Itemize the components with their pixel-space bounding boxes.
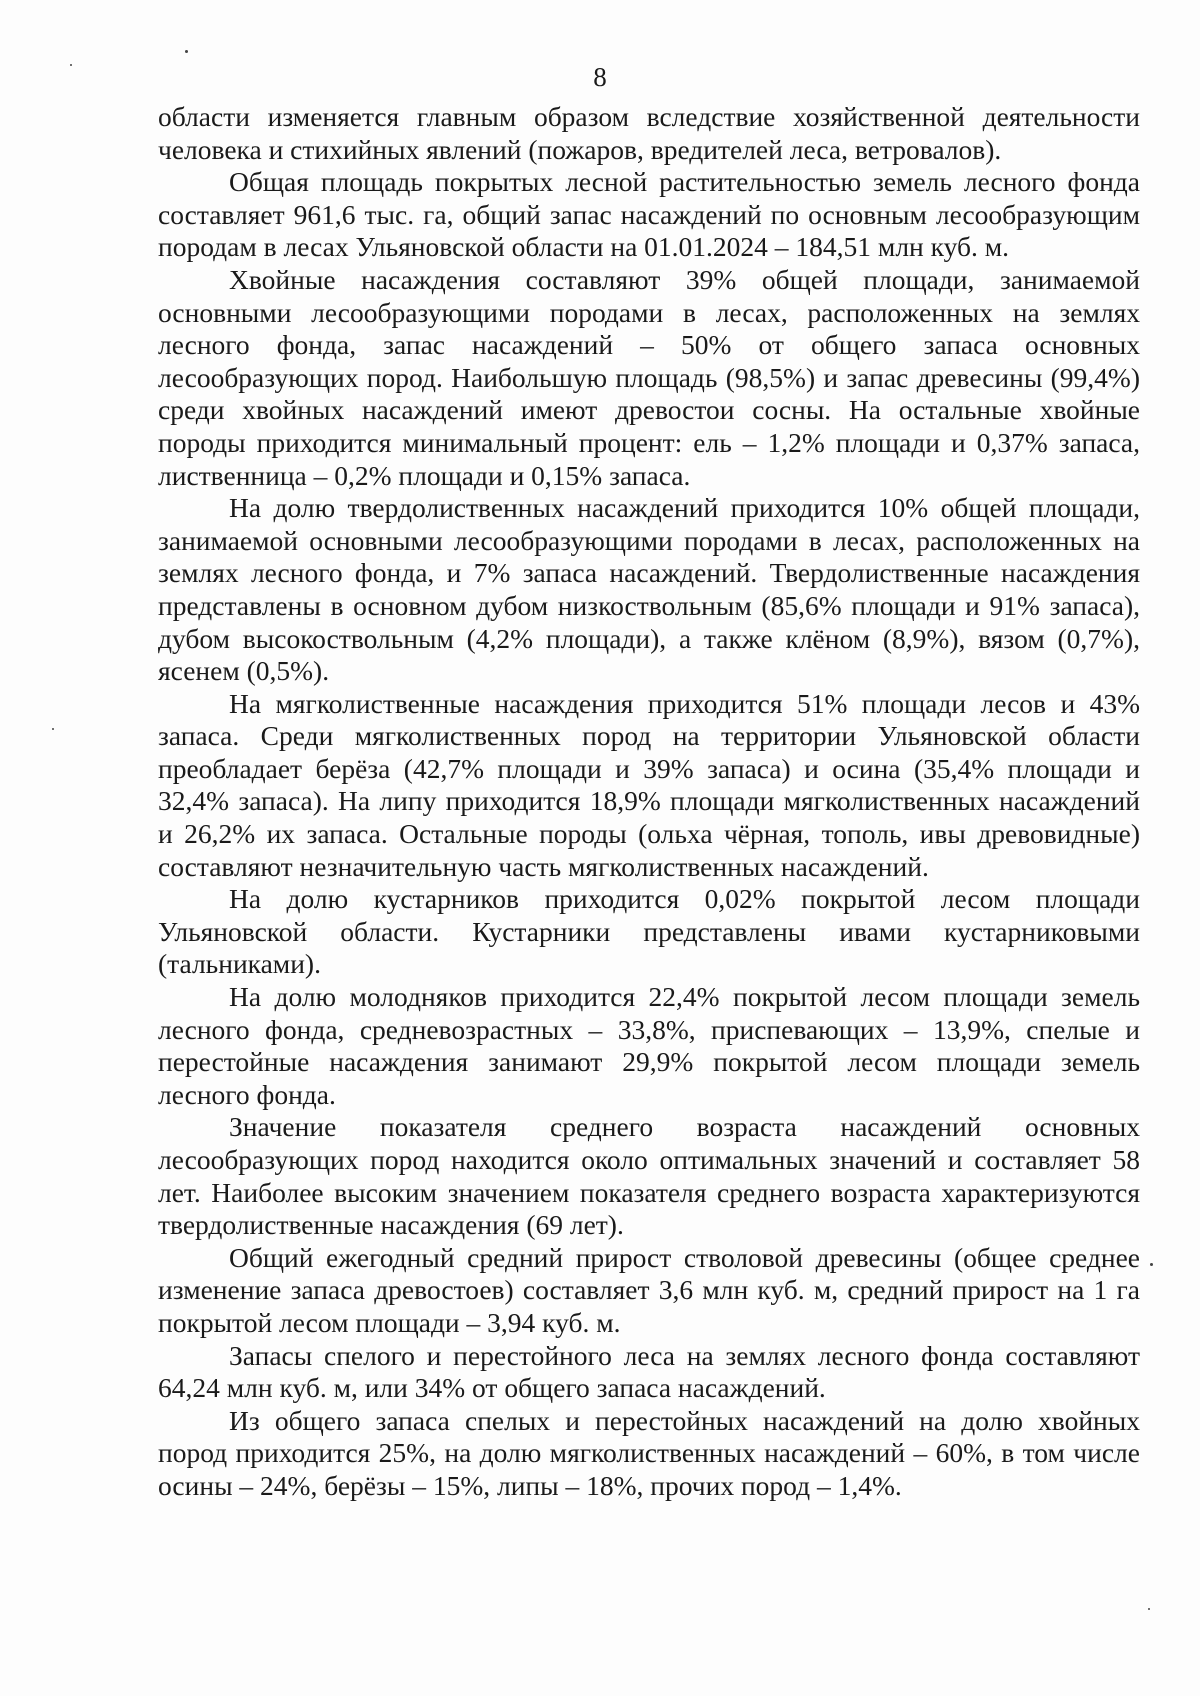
scan-speck	[185, 50, 188, 53]
paragraph-hardwood: На долю твердолиственных насаждений приходится 10% общей площади, занимаемой основными лесообразующими породами в лесах, расположенных на землях лесного фонда, и 7% запаса насаждений. Твердолиственные насаждения представлены в основном дубом низкоствольным (85,6% площади и 91% запаса), дубом высокоствольным (4,2% площади), а также клёном (8,9%), вязом (0,7%), ясенем (0,5%).	[158, 492, 1140, 687]
scan-speck	[1148, 1608, 1150, 1610]
document-body	[158, 101, 1140, 1503]
paragraph-age-groups: На долю молодняков приходится 22,4% покрытой лесом площади земель лесного фонда, средневозрастных – 33,8%, приспевающих – 13,9%, спелые и перестойные насаждения занимают 29,9% покрытой лесом площади земель лесного фонда.	[158, 981, 1140, 1110]
scan-speck	[52, 728, 54, 730]
paragraph-mature-stock: Запасы спелого и перестойного леса на землях лесного фонда составляют 64,24 млн куб. м, или 34% от общего запаса насаждений.	[158, 1339, 1140, 1404]
paragraph-mature-composition: Из общего запаса спелых и перестойных насаждений на долю хвойных пород приходится 25%, на долю мягколиственных насаждений – 60%, в том числе осины – 24%, берёзы – 15%, липы – 18%, прочих пород – 1,4%.	[158, 1404, 1140, 1501]
paragraph-softwood: На мягколиственные насаждения приходится 51% площади лесов и 43% запаса. Среди мягколиственных пород на территории Ульяновской области преобладает берёза (42,7% площади и 39% запаса) и осина (35,4% площади и 32,4% запаса). На липу приходится 18,9% площади мягколиственных насаждений и 26,2% их запаса. Остальные породы (ольха чёрная, тополь, ивы древовидные) составляют незначительную часть мягколиственных насаждений.	[158, 687, 1140, 882]
paragraph-shrubs: На долю кустарников приходится 0,02% покрытой лесом площади Ульяновской области. Кустарники представлены ивами кустарниковыми (тальниками).	[158, 883, 1140, 980]
paragraph-growth: Общий ежегодный средний прирост стволовой древесины (общее среднее изменение запаса древостоев) составляет 3,6 млн куб. м, средний прирост на 1 га покрытой лесом площади – 3,94 куб. м.	[158, 1241, 1140, 1338]
scan-speck	[1150, 1263, 1153, 1266]
paragraph-total-area: Общая площадь покрытых лесной растительностью земель лесного фонда составляет 961,6 тыс. га, общий запас насаждений по основным лесообразующим породам в лесах Ульяновской области на 01.01.2024 – 184,51 млн куб. м.	[158, 166, 1140, 263]
page-number: 8	[593, 62, 607, 92]
paragraph-continuation: области изменяется главным образом вследствие хозяйственной деятельности человека и стихийных явлений (пожаров, вредителей леса, ветровалов).	[158, 101, 1140, 165]
paragraph-average-age: Значение показателя среднего возраста насаждений основных лесообразующих пород находится около оптимальных значений и составляет 58 лет. Наиболее высоким значением показателя среднего возраста характеризуются твердолиственные насаждения (69 лет).	[158, 1111, 1140, 1241]
paragraph-coniferous: Хвойные насаждения составляют 39% общей площади, занимаемой основными лесообразующими породами в лесах, расположенных на землях лесного фонда, запас насаждений – 50% от общего запаса основных лесообразующих пород. Наибольшую площадь (98,5%) и запас древесины (99,4%) среди хвойных насаждений имеют древостои сосны. На остальные хвойные породы приходится минимальный процент: ель – 1,2% площади и 0,37% запаса, лиственница – 0,2% площади и 0,15% запаса.	[158, 263, 1140, 491]
